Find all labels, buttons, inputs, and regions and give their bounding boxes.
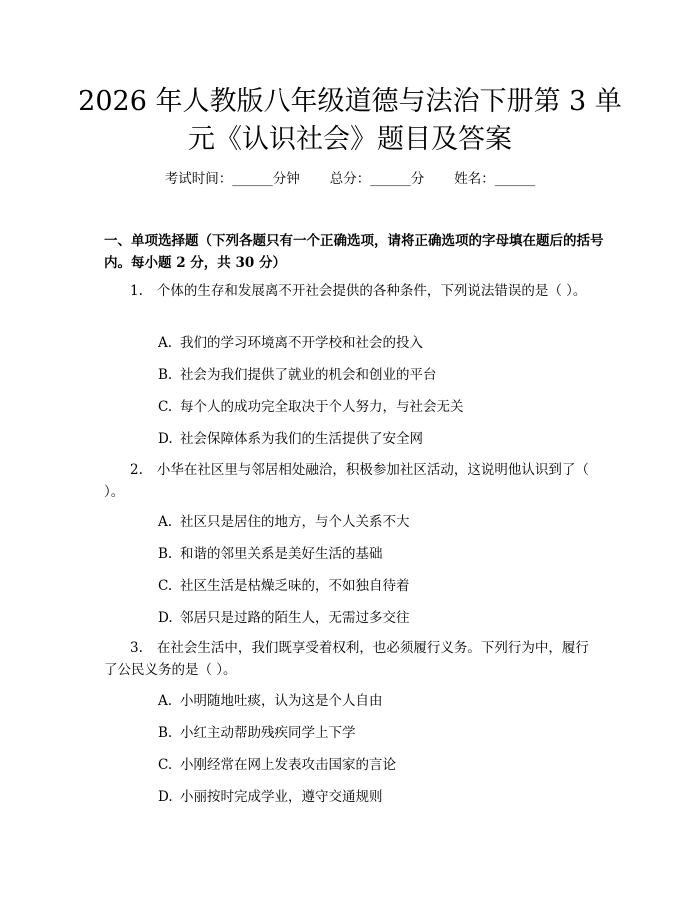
option-letter: C. [158,578,173,594]
exam-time-label: 考试时间：______分钟 [164,171,300,187]
option-letter: B. [158,725,173,741]
option-text: 邻居只是过路的陌生人，无需过多交往 [180,610,410,626]
question-2 [104,459,600,503]
question-3-option-d [158,786,598,808]
option-letter: D. [158,789,173,805]
question-1-option-a [158,332,598,354]
option-letter: D. [158,431,173,447]
question-text: 个体的生存和发展离不开社会提供的各种条件，下列说法错误的是（ ）。 [156,283,587,299]
option-text: 和谐的邻里关系是美好生活的基础 [180,546,383,562]
option-text: 小刚经常在网上发表攻击国家的言论 [180,757,396,773]
option-text: 社会为我们提供了就业的机会和创业的平台 [180,367,437,383]
question-1-option-c [158,396,598,418]
option-letter: A. [158,335,173,351]
document-title-line-2: 元《认识社会》题目及答案 [188,124,512,155]
option-text: 小红主动帮助残疾同学上下学 [180,725,356,741]
question-number: 1. [130,283,143,299]
question-text: 小华在社区里与邻居相处融洽，积极参加社区活动，这说明他认识到了（ ）。 [104,462,589,500]
option-text: 社区生活是枯燥乏味的，不如独自待着 [180,578,410,594]
question-3 [104,637,600,681]
question-1-option-b [158,364,598,386]
question-text: 在社会生活中，我们既享受着权利，也必须履行义务。下列行为中，履行了公民义务的是（ ）。 [104,640,589,678]
question-1 [104,280,600,302]
document-title-line-1: 2026 年人教版八年级道德与法治下册第 3 单 [78,86,622,117]
exam-meta-line [0,167,700,187]
option-text: 小丽按时完成学业，遵守交通规则 [180,789,383,805]
question-3-option-b [158,722,598,744]
question-2-option-c [158,575,598,597]
section-heading: 一、单项选择题（下列各题只有一个正确选项，请将正确选项的字母填在题后的括号内。每小题 2 分，共 30 分） [104,233,604,271]
option-letter: C. [158,757,173,773]
question-1-option-d [158,428,598,450]
option-letter: A. [158,693,173,709]
option-text: 每个人的成功完全取决于个人努力，与社会无关 [180,399,464,415]
option-letter: A. [158,514,173,530]
student-name-label: 姓名：______ [454,171,536,187]
question-2-option-a [158,511,598,533]
option-text: 社会保障体系为我们的生活提供了安全网 [180,431,423,447]
question-3-option-c [158,754,598,776]
option-text: 我们的学习环境离不开学校和社会的投入 [180,335,423,351]
option-text: 社区只是居住的地方，与个人关系不大 [180,514,410,530]
option-letter: C. [158,399,173,415]
option-letter: D. [158,610,173,626]
option-text: 小明随地吐痰，认为这是个人自由 [180,693,383,709]
question-2-option-b [158,543,598,565]
question-number: 3. [130,640,143,656]
total-score-label: 总分：______分 [329,171,425,187]
question-number: 2. [130,462,143,478]
option-letter: B. [158,367,173,383]
option-letter: B. [158,546,173,562]
question-2-option-d [158,607,598,629]
question-3-option-a [158,690,598,712]
